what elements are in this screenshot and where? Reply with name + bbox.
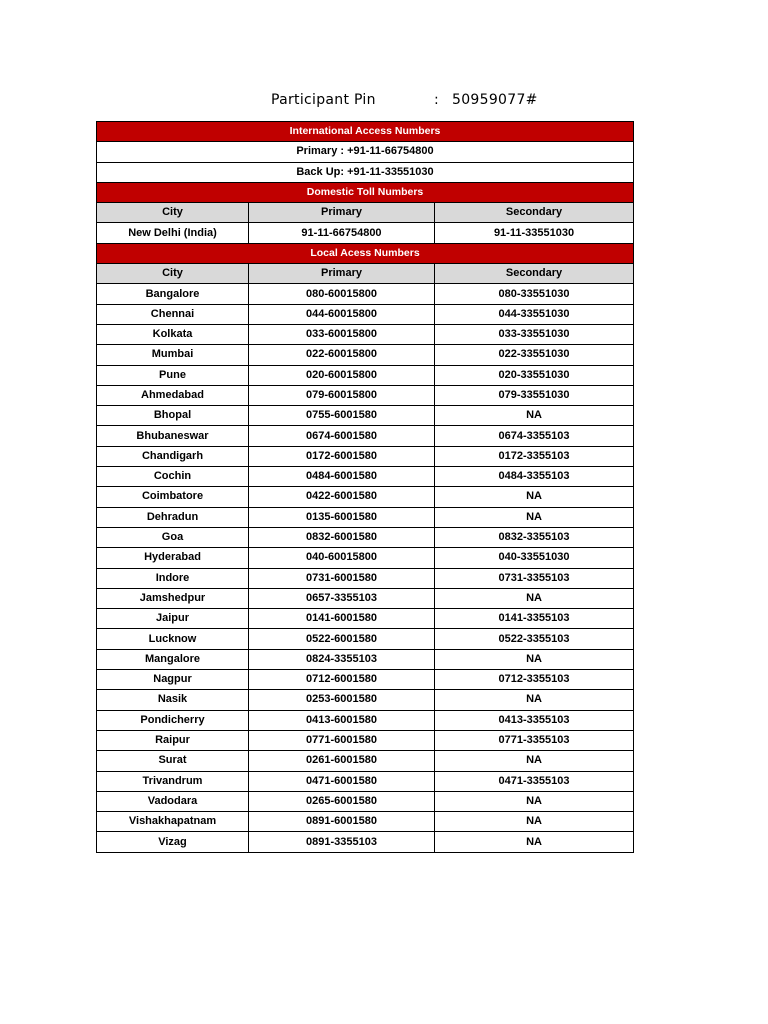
primary-number-cell: 0253-6001580 — [249, 690, 435, 710]
section-header-international — [97, 122, 634, 142]
secondary-number-cell: NA — [435, 791, 634, 811]
city-cell: Chennai — [97, 304, 249, 324]
secondary-number-cell: 0413-3355103 — [435, 710, 634, 730]
primary-number-cell: 0135-6001580 — [249, 507, 435, 527]
city-cell: Pondicherry — [97, 710, 249, 730]
secondary-number-cell: NA — [435, 507, 634, 527]
primary-number-cell: 033-60015800 — [249, 324, 435, 344]
city-cell: Indore — [97, 568, 249, 588]
city-cell: Kolkata — [97, 324, 249, 344]
city-cell: Hyderabad — [97, 548, 249, 568]
secondary-number-cell: NA — [435, 487, 634, 507]
table-row — [97, 446, 634, 466]
primary-number-cell: 0832-6001580 — [249, 527, 435, 547]
city-cell: Vadodara — [97, 791, 249, 811]
primary-number-cell: 0674-6001580 — [249, 426, 435, 446]
secondary-number-cell: 91-11-33551030 — [435, 223, 634, 243]
city-cell: Lucknow — [97, 629, 249, 649]
table-row — [97, 649, 634, 669]
secondary-number-cell: 0674-3355103 — [435, 426, 634, 446]
table-row — [97, 406, 634, 426]
primary-number-cell: 0824-3355103 — [249, 649, 435, 669]
primary-number-cell: 020-60015800 — [249, 365, 435, 385]
primary-number-cell: 0891-6001580 — [249, 812, 435, 832]
table-row — [97, 812, 634, 832]
table-row — [97, 670, 634, 690]
city-cell: Dehradun — [97, 507, 249, 527]
secondary-number-cell: 0712-3355103 — [435, 670, 634, 690]
city-cell: Goa — [97, 527, 249, 547]
section-header-domestic — [97, 182, 634, 202]
table-row — [97, 832, 634, 852]
secondary-number-cell: 080-33551030 — [435, 284, 634, 304]
local-column-headers — [97, 264, 634, 284]
secondary-number-cell: 0141-3355103 — [435, 609, 634, 629]
table-row — [97, 304, 634, 324]
table-row — [97, 467, 634, 487]
international-primary: Primary : +91-11-66754800 — [97, 142, 634, 162]
secondary-number-cell: 0484-3355103 — [435, 467, 634, 487]
primary-number-cell: 0755-6001580 — [249, 406, 435, 426]
primary-number-cell: 0891-3355103 — [249, 832, 435, 852]
city-cell: Surat — [97, 751, 249, 771]
city-cell: New Delhi (India) — [97, 223, 249, 243]
city-cell: Raipur — [97, 730, 249, 750]
secondary-number-cell: NA — [435, 588, 634, 608]
secondary-number-cell: 0172-3355103 — [435, 446, 634, 466]
city-cell: Chandigarh — [97, 446, 249, 466]
secondary-number-cell: NA — [435, 690, 634, 710]
pin-label: Participant Pin — [271, 92, 376, 108]
primary-number-cell: 0413-6001580 — [249, 710, 435, 730]
table-row — [97, 609, 634, 629]
table-row — [97, 588, 634, 608]
domestic-column-headers — [97, 203, 634, 223]
international-title: International Access Numbers — [97, 122, 634, 142]
city-cell: Jamshedpur — [97, 588, 249, 608]
local-title: Local Acess Numbers — [97, 243, 634, 263]
primary-number-cell: 0522-6001580 — [249, 629, 435, 649]
city-cell: Vizag — [97, 832, 249, 852]
table-row — [97, 324, 634, 344]
primary-number-cell: 044-60015800 — [249, 304, 435, 324]
column-header-primary: Primary — [249, 264, 435, 284]
international-backup-row — [97, 162, 634, 182]
secondary-number-cell: NA — [435, 832, 634, 852]
pin-value: 50959077# — [452, 92, 538, 108]
secondary-number-cell: 079-33551030 — [435, 385, 634, 405]
table-row — [97, 527, 634, 547]
secondary-number-cell: NA — [435, 751, 634, 771]
domestic-title: Domestic Toll Numbers — [97, 182, 634, 202]
secondary-number-cell: 0832-3355103 — [435, 527, 634, 547]
city-cell: Nasik — [97, 690, 249, 710]
city-cell: Coimbatore — [97, 487, 249, 507]
primary-number-cell: 040-60015800 — [249, 548, 435, 568]
primary-number-cell: 0265-6001580 — [249, 791, 435, 811]
primary-number-cell: 0261-6001580 — [249, 751, 435, 771]
city-cell: Bhubaneswar — [97, 426, 249, 446]
table-row — [97, 507, 634, 527]
primary-number-cell: 080-60015800 — [249, 284, 435, 304]
table-row — [97, 568, 634, 588]
table-row — [97, 710, 634, 730]
table-row — [97, 284, 634, 304]
secondary-number-cell: 040-33551030 — [435, 548, 634, 568]
secondary-number-cell: 0771-3355103 — [435, 730, 634, 750]
secondary-number-cell: 033-33551030 — [435, 324, 634, 344]
secondary-number-cell: NA — [435, 649, 634, 669]
city-cell: Nagpur — [97, 670, 249, 690]
secondary-number-cell: NA — [435, 812, 634, 832]
table-row — [97, 548, 634, 568]
primary-number-cell: 0484-6001580 — [249, 467, 435, 487]
access-numbers-table — [96, 121, 634, 853]
city-cell: Mangalore — [97, 649, 249, 669]
primary-number-cell: 0771-6001580 — [249, 730, 435, 750]
column-header-city: City — [97, 264, 249, 284]
city-cell: Bhopal — [97, 406, 249, 426]
table-row — [97, 751, 634, 771]
city-cell: Cochin — [97, 467, 249, 487]
primary-number-cell: 0172-6001580 — [249, 446, 435, 466]
column-header-secondary: Secondary — [435, 203, 634, 223]
primary-number-cell: 0712-6001580 — [249, 670, 435, 690]
secondary-number-cell: 0471-3355103 — [435, 771, 634, 791]
primary-number-cell: 079-60015800 — [249, 385, 435, 405]
table-row — [97, 365, 634, 385]
city-cell: Mumbai — [97, 345, 249, 365]
primary-number-cell: 0471-6001580 — [249, 771, 435, 791]
city-cell: Vishakhapatnam — [97, 812, 249, 832]
international-backup: Back Up: +91-11-33551030 — [97, 162, 634, 182]
table-row — [97, 730, 634, 750]
participant-pin — [0, 90, 768, 112]
city-cell: Pune — [97, 365, 249, 385]
primary-number-cell: 0141-6001580 — [249, 609, 435, 629]
column-header-secondary: Secondary — [435, 264, 634, 284]
secondary-number-cell: NA — [435, 406, 634, 426]
column-header-city: City — [97, 203, 249, 223]
domestic-row — [97, 223, 634, 243]
primary-number-cell: 91-11-66754800 — [249, 223, 435, 243]
table-row — [97, 487, 634, 507]
column-header-primary: Primary — [249, 203, 435, 223]
table-row — [97, 426, 634, 446]
secondary-number-cell: 044-33551030 — [435, 304, 634, 324]
secondary-number-cell: 0731-3355103 — [435, 568, 634, 588]
primary-number-cell: 0657-3355103 — [249, 588, 435, 608]
secondary-number-cell: 0522-3355103 — [435, 629, 634, 649]
table-row — [97, 385, 634, 405]
secondary-number-cell: 020-33551030 — [435, 365, 634, 385]
table-row — [97, 771, 634, 791]
primary-number-cell: 0731-6001580 — [249, 568, 435, 588]
city-cell: Bangalore — [97, 284, 249, 304]
international-primary-row — [97, 142, 634, 162]
city-cell: Trivandrum — [97, 771, 249, 791]
table-row — [97, 629, 634, 649]
primary-number-cell: 022-60015800 — [249, 345, 435, 365]
city-cell: Jaipur — [97, 609, 249, 629]
section-header-local — [97, 243, 634, 263]
city-cell: Ahmedabad — [97, 385, 249, 405]
pin-separator: : — [434, 92, 440, 108]
table-row — [97, 345, 634, 365]
table-row — [97, 690, 634, 710]
secondary-number-cell: 022-33551030 — [435, 345, 634, 365]
table-row — [97, 791, 634, 811]
primary-number-cell: 0422-6001580 — [249, 487, 435, 507]
